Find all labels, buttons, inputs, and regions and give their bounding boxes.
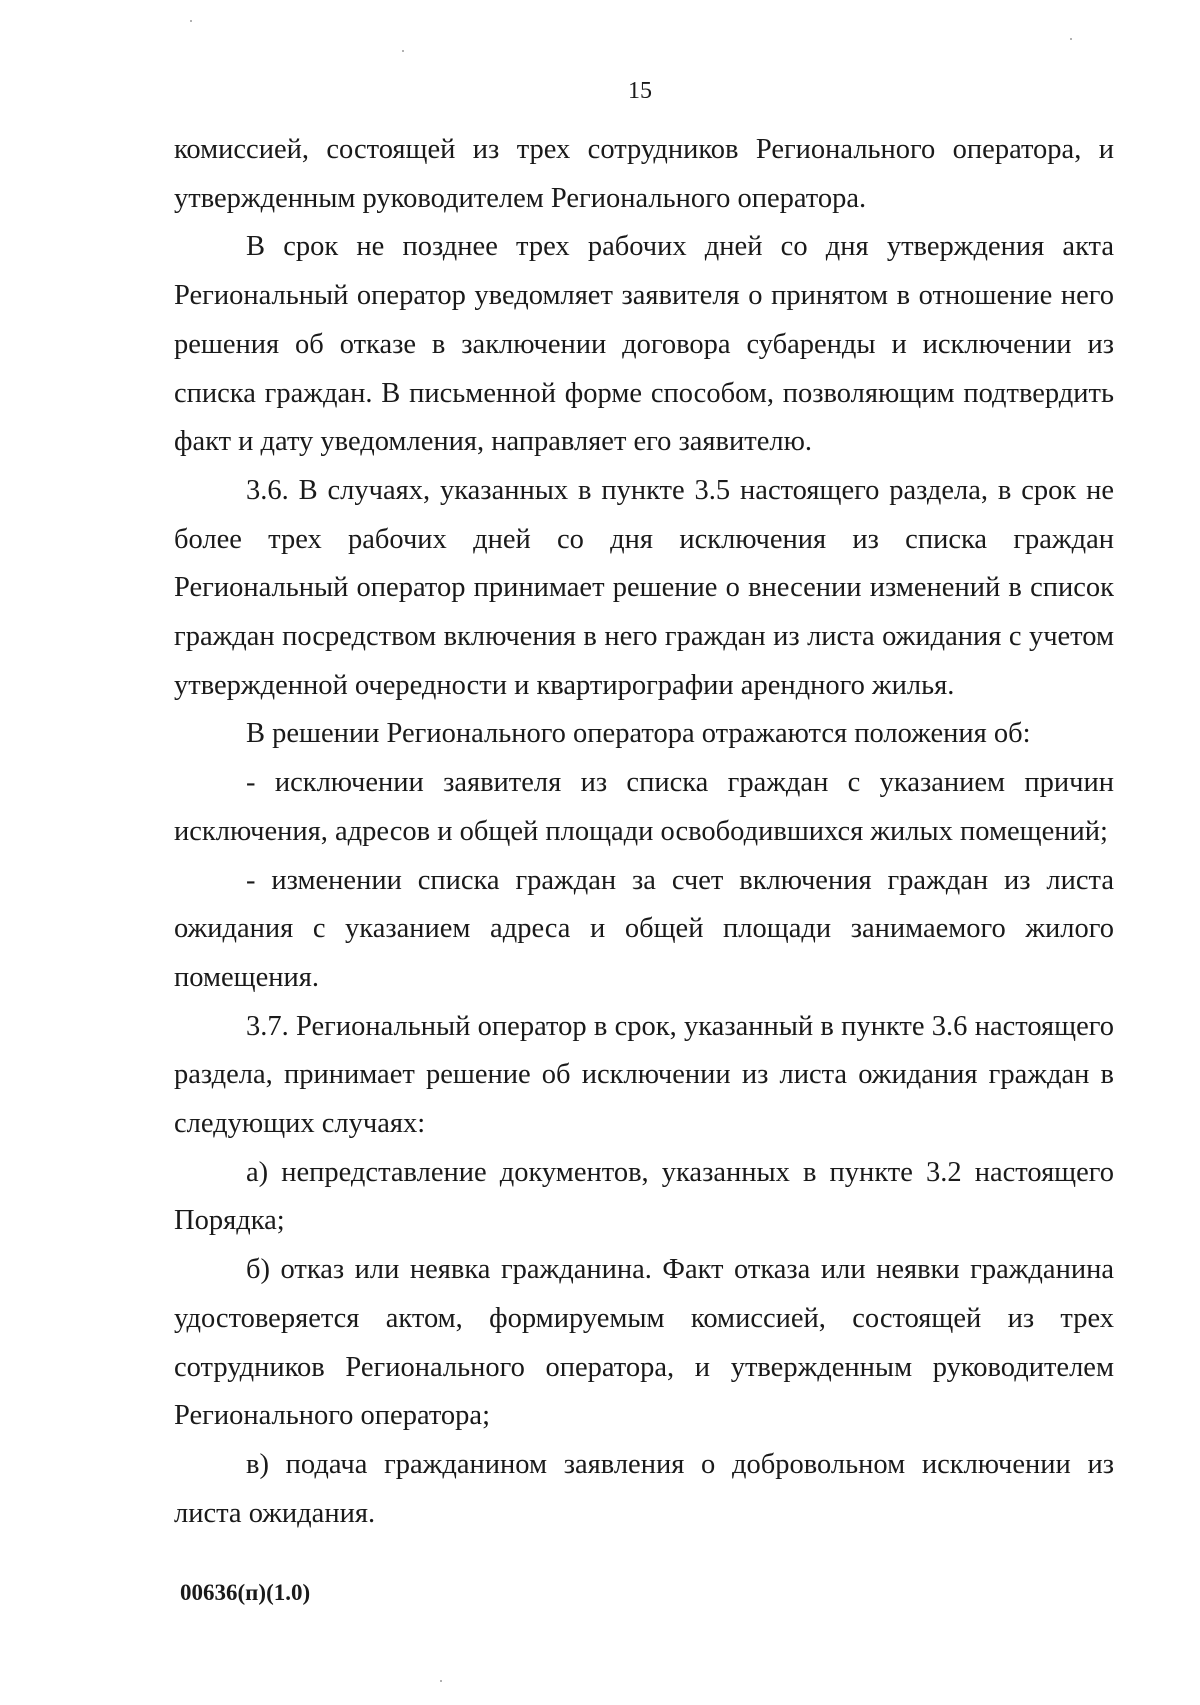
list-item-a: а) непредставление документов, указанных в пункте 3.2 настоящего Порядка; <box>174 1156 1114 1237</box>
list-item-v: в) подача гражданином заявления о добровольном исключении из листа ожидания. <box>174 1448 1114 1529</box>
page-number: 15 <box>628 78 652 104</box>
list-item-b: б) отказ или неявка гражданина. Факт отказа или неявки гражданина удостоверяется актом, формируемым комиссией, состоящей из трех сотрудников Регионального оператора, и утвержденным руководителем Регионального оператора; <box>174 1254 1114 1432</box>
document-code: 00636(п)(1.0) <box>180 1580 311 1605</box>
list-item: - исключении заявителя из списка граждан с указанием причин исключения, адресов и общей площади освободившихся жилых помещений; <box>174 767 1114 847</box>
paragraph-section-3-6: 3.6. В случаях, указанных в пункте 3.5 настоящего раздела, в срок не более трех рабочих дней со дня исключения из списка граждан Региональный оператор принимает решение о внесении изменений в список граждан посредством включения в него граждан из листа ожидания с учетом утвержденной очередности и квартирографии арендного жилья. <box>174 474 1114 701</box>
list-item: - изменении списка граждан за счет включения граждан из листа ожидания с указанием адреса и общей площади занимаемого жилого помещения. <box>174 864 1114 993</box>
scan-speck <box>440 1680 442 1682</box>
paragraph: комиссией, состоящей из трех сотрудников Регионального оператора, и утвержденным руководителем Регионального оператора. <box>174 134 1114 214</box>
paragraph: В решении Регионального оператора отражаются положения об: <box>246 718 1031 750</box>
paragraph-section-3-7: 3.7. Региональный оператор в срок, указанный в пункте 3.6 настоящего раздела, принимает решение об исключении из листа ожидания граждан в следующих случаях: <box>174 1010 1114 1140</box>
scan-speck <box>190 20 192 22</box>
paragraph: В срок не позднее трех рабочих дней со дня утверждения акта Региональный оператор уведомляет заявителя о принятом в отношение него решения об отказе в заключении договора субаренды и исключении из списка граждан. В письменной форме способом, позволяющим подтвердить факт и дату уведомления, направляет его заявителю. <box>174 231 1114 458</box>
scan-speck <box>1070 38 1072 40</box>
document-body <box>174 126 1114 1538</box>
scan-speck <box>402 50 404 52</box>
